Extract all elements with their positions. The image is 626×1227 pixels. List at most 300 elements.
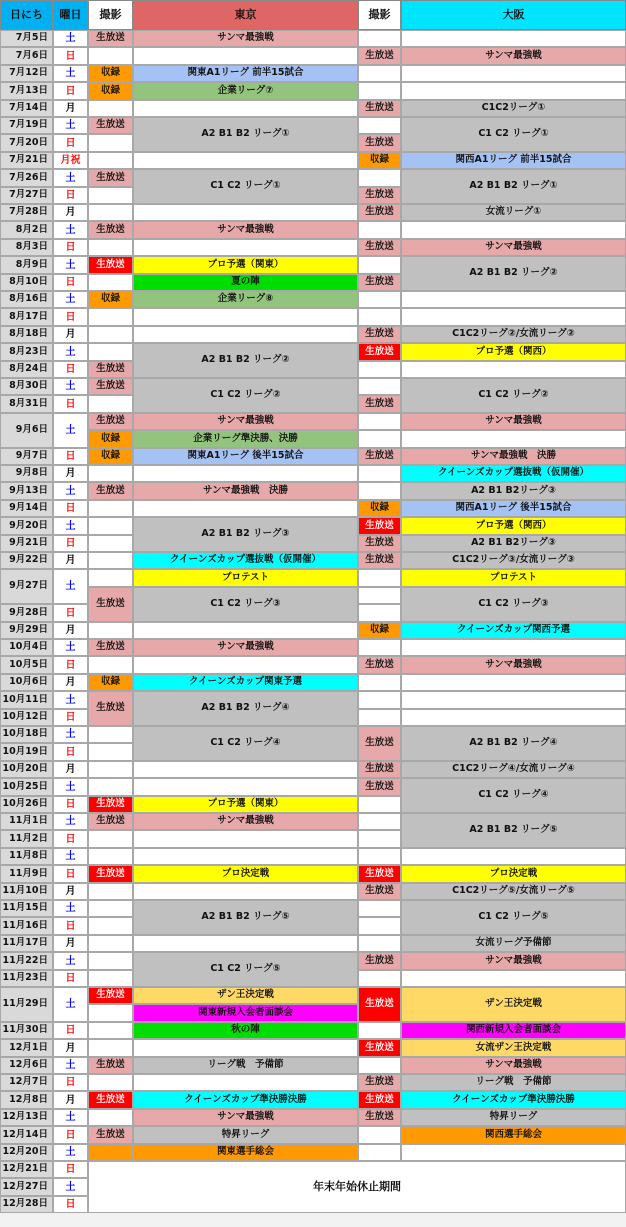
blank-cell — [133, 204, 358, 221]
weekday-cell: 土 — [53, 1178, 88, 1196]
date-cell: 7月6日 — [0, 47, 53, 65]
date-cell: 12月1日 — [0, 1039, 53, 1057]
date-cell: 7月19日 — [0, 117, 53, 134]
event-cell: 企業リーグ⑧ — [133, 291, 358, 308]
shoot-type-cell: 収録 — [358, 500, 401, 517]
weekday-cell: 土 — [53, 900, 88, 917]
shoot-type-cell: 生放送 — [358, 761, 401, 778]
blank-cell — [358, 1022, 401, 1039]
date-cell: 8月18日 — [0, 326, 53, 343]
event-cell: サンマ最強戦 — [401, 656, 626, 674]
weekday-cell: 土 — [53, 343, 88, 361]
event-cell: C1C2リーグ③/女流リーグ③ — [401, 552, 626, 569]
date-cell: 11月23日 — [0, 970, 53, 987]
weekday-cell: 土 — [53, 256, 88, 274]
weekday-cell: 土 — [53, 952, 88, 970]
date-cell: 9月29日 — [0, 622, 53, 639]
blank-cell — [88, 761, 133, 778]
date-cell: 11月30日 — [0, 1022, 53, 1039]
blank-cell — [401, 639, 626, 656]
blank-cell — [88, 656, 133, 674]
date-cell: 11月10日 — [0, 883, 53, 900]
shoot-type-cell: 生放送 — [88, 221, 133, 239]
weekday-cell: 日 — [53, 1161, 88, 1178]
shoot-type-cell: 生放送 — [88, 30, 133, 47]
blank-cell — [88, 1004, 133, 1022]
blank-cell — [88, 500, 133, 517]
blank-cell — [88, 952, 133, 970]
blank-cell — [88, 239, 133, 256]
blank-cell — [88, 47, 133, 65]
event-cell: 関東新規入会者面談会 — [133, 1004, 358, 1022]
shoot-type-cell: 収録 — [88, 65, 133, 82]
event-cell: C1 C2 リーグ⑤ — [401, 900, 626, 935]
weekday-cell: 土 — [53, 221, 88, 239]
shoot-type-cell: 生放送 — [358, 1039, 401, 1057]
date-cell: 8月31日 — [0, 395, 53, 413]
event-cell: C1 C2 リーグ③ — [401, 587, 626, 622]
event-cell: 特昇リーグ — [401, 1109, 626, 1126]
date-cell: 9月8日 — [0, 465, 53, 482]
blank-cell — [133, 1074, 358, 1091]
event-cell: 夏の陣 — [133, 274, 358, 291]
blank-cell — [358, 221, 401, 239]
weekday-cell: 月 — [53, 1091, 88, 1109]
event-cell: サンマ最強戦 — [401, 1057, 626, 1074]
date-cell: 10月20日 — [0, 761, 53, 778]
blank-cell — [88, 830, 133, 848]
blank-cell — [88, 935, 133, 952]
event-cell: プロ予選（関東） — [133, 796, 358, 813]
blank-cell — [88, 622, 133, 639]
weekday-cell: 土 — [53, 117, 88, 134]
blank-cell — [401, 221, 626, 239]
weekday-cell: 日 — [53, 500, 88, 517]
date-cell: 12月14日 — [0, 1126, 53, 1144]
blank-cell — [401, 65, 626, 82]
date-cell: 7月26日 — [0, 169, 53, 187]
event-cell: A2 B1 B2 リーグ① — [133, 117, 358, 152]
event-cell: クイーンズカップ関西予選 — [401, 622, 626, 639]
event-cell: A2 B1 B2リーグ③ — [401, 535, 626, 552]
blank-cell — [358, 674, 401, 691]
weekday-cell: 日 — [53, 1022, 88, 1039]
event-cell: サンマ最強戦 — [133, 30, 358, 47]
date-cell: 8月23日 — [0, 343, 53, 361]
weekday-cell: 土 — [53, 1109, 88, 1126]
date-cell: 7月5日 — [0, 30, 53, 47]
weekday-cell: 土 — [53, 291, 88, 308]
blank-cell — [358, 587, 401, 604]
blank-cell — [358, 709, 401, 726]
blank-cell — [358, 361, 401, 378]
date-cell: 7月27日 — [0, 187, 53, 204]
event-cell: プロ予選（関西） — [401, 343, 626, 361]
shoot-type-cell: 収録 — [358, 622, 401, 639]
blank-cell — [358, 413, 401, 430]
event-cell: リーグ戦 予備節 — [133, 1057, 358, 1074]
date-cell: 12月8日 — [0, 1091, 53, 1109]
event-cell: C1 C2 リーグ⑤ — [133, 952, 358, 987]
shoot-type-cell: 生放送 — [358, 656, 401, 674]
shoot-type-cell: 生放送 — [358, 343, 401, 361]
blank-cell — [358, 430, 401, 448]
date-cell: 11月16日 — [0, 917, 53, 935]
event-cell: C1 C2 リーグ① — [401, 117, 626, 152]
event-cell: A2 B1 B2 リーグ④ — [133, 691, 358, 726]
blank-cell — [358, 169, 401, 187]
date-cell: 7月14日 — [0, 100, 53, 117]
blank-cell — [401, 430, 626, 448]
weekday-cell: 日 — [53, 361, 88, 378]
blank-cell — [88, 883, 133, 900]
date-cell: 8月2日 — [0, 221, 53, 239]
shoot-type-cell: 収録 — [88, 430, 133, 448]
shoot-type-cell: 生放送 — [88, 256, 133, 274]
blank-cell — [88, 395, 133, 413]
blank-cell — [358, 917, 401, 935]
date-cell: 12月27日 — [0, 1178, 53, 1196]
date-cell: 7月28日 — [0, 204, 53, 221]
blank-cell — [401, 691, 626, 709]
shoot-type-cell: 生放送 — [88, 117, 133, 134]
weekday-cell: 日 — [53, 239, 88, 256]
event-cell: 女流リーグ① — [401, 204, 626, 221]
weekday-cell: 土 — [53, 691, 88, 709]
event-cell: プロテスト — [133, 569, 358, 587]
shoot-type-cell: 収録 — [88, 291, 133, 308]
blank-cell — [358, 465, 401, 482]
blank-cell — [358, 691, 401, 709]
date-cell: 12月21日 — [0, 1161, 53, 1178]
weekday-cell: 日 — [53, 448, 88, 465]
event-cell: サンマ最強戦 — [401, 47, 626, 65]
event-cell: A2 B1 B2 リーグ⑤ — [401, 813, 626, 848]
weekday-cell: 日 — [53, 743, 88, 761]
blank-cell — [401, 970, 626, 987]
date-cell: 11月2日 — [0, 830, 53, 848]
blank-cell — [358, 308, 401, 326]
blank-cell — [401, 30, 626, 47]
blank-cell — [88, 1074, 133, 1091]
weekday-cell: 日 — [53, 970, 88, 987]
event-cell: C1 C2 リーグ② — [401, 378, 626, 413]
blank-cell — [88, 1109, 133, 1126]
blank-cell — [88, 917, 133, 935]
blank-cell — [88, 326, 133, 343]
shoot-type-cell: 生放送 — [358, 326, 401, 343]
date-cell: 8月10日 — [0, 274, 53, 291]
shoot-type-cell: 収録 — [358, 152, 401, 169]
blank-cell — [358, 65, 401, 82]
shoot-type-cell: 生放送 — [88, 691, 133, 726]
blank-cell — [88, 778, 133, 796]
event-cell: A2 B1 B2 リーグ② — [401, 256, 626, 291]
shoot-type-cell: 生放送 — [358, 134, 401, 152]
weekday-cell: 月 — [53, 935, 88, 952]
event-cell: プロ予選（関東） — [133, 256, 358, 274]
blank-cell — [88, 970, 133, 987]
blank-cell — [133, 883, 358, 900]
date-cell: 12月20日 — [0, 1144, 53, 1161]
date-cell: 7月12日 — [0, 65, 53, 82]
shoot-type-cell: 生放送 — [88, 639, 133, 656]
blank-cell — [358, 970, 401, 987]
date-cell: 8月9日 — [0, 256, 53, 274]
blank-cell — [358, 848, 401, 865]
shoot-type-cell: 生放送 — [358, 274, 401, 291]
event-cell: 関東A1リーグ 後半15試合 — [133, 448, 358, 465]
header-date: 日にち — [0, 0, 53, 30]
blank-cell — [133, 308, 358, 326]
date-cell: 8月17日 — [0, 308, 53, 326]
event-cell: リーグ戦 予備節 — [401, 1074, 626, 1091]
blank-cell — [88, 900, 133, 917]
blank-cell — [358, 30, 401, 47]
blank-cell — [88, 152, 133, 169]
weekday-cell: 日 — [53, 709, 88, 726]
event-cell: C1 C2 リーグ③ — [133, 587, 358, 622]
date-cell: 8月3日 — [0, 239, 53, 256]
event-cell: A2 B1 B2 リーグ② — [133, 343, 358, 378]
shoot-type-cell: 生放送 — [358, 47, 401, 65]
blank-cell — [88, 517, 133, 535]
shoot-type-cell: 生放送 — [358, 1091, 401, 1109]
weekday-cell: 土 — [53, 813, 88, 830]
event-cell: プロ決定戦 — [401, 865, 626, 883]
date-cell: 10月18日 — [0, 726, 53, 743]
weekday-cell: 月 — [53, 552, 88, 569]
weekday-cell: 日 — [53, 796, 88, 813]
header-weekday: 曜日 — [53, 0, 88, 30]
date-cell: 10月11日 — [0, 691, 53, 709]
event-cell: 関西新規入会者面談会 — [401, 1022, 626, 1039]
date-cell: 11月29日 — [0, 987, 53, 1022]
weekday-cell: 日 — [53, 82, 88, 100]
date-cell: 11月15日 — [0, 900, 53, 917]
blank-cell — [133, 848, 358, 865]
weekday-cell: 月 — [53, 100, 88, 117]
header-tokyo: 東京 — [133, 0, 358, 30]
blank-cell — [358, 796, 401, 813]
blank-cell — [401, 674, 626, 691]
blank-cell — [88, 535, 133, 552]
event-cell: サンマ最強戦 — [401, 952, 626, 970]
blank-cell — [401, 848, 626, 865]
date-cell: 10月12日 — [0, 709, 53, 726]
weekday-cell: 土 — [53, 1057, 88, 1074]
event-cell: 企業リーグ⑦ — [133, 82, 358, 100]
blank-cell — [88, 552, 133, 569]
weekday-cell: 土 — [53, 569, 88, 604]
event-cell: サンマ最強戦 — [133, 639, 358, 656]
event-cell: A2 B1 B2 リーグ⑤ — [133, 900, 358, 935]
event-cell: A2 B1 B2リーグ③ — [401, 482, 626, 500]
blank-cell — [358, 256, 401, 274]
blank-cell — [133, 935, 358, 952]
event-cell: サンマ最強戦 決勝 — [133, 482, 358, 500]
blank-cell — [88, 274, 133, 291]
event-cell: A2 B1 B2 リーグ③ — [133, 517, 358, 552]
event-cell: C1C2リーグ②/女流リーグ② — [401, 326, 626, 343]
date-cell: 11月17日 — [0, 935, 53, 952]
shoot-type-cell: 生放送 — [88, 378, 133, 395]
date-cell: 10月26日 — [0, 796, 53, 813]
blank-cell — [358, 813, 401, 830]
date-cell: 11月8日 — [0, 848, 53, 865]
event-cell: ザン王決定戦 — [133, 987, 358, 1004]
blank-cell — [88, 204, 133, 221]
date-cell: 8月30日 — [0, 378, 53, 395]
shoot-type-cell: 生放送 — [358, 1074, 401, 1091]
blank-cell — [88, 726, 133, 743]
date-cell: 9月28日 — [0, 604, 53, 622]
shoot-type-cell: 生放送 — [358, 448, 401, 465]
event-cell: 女流ザン王決定戦 — [401, 1039, 626, 1057]
weekday-cell: 日 — [53, 187, 88, 204]
weekday-cell: 土 — [53, 778, 88, 796]
shoot-type-cell: 生放送 — [88, 361, 133, 378]
blank-cell — [401, 82, 626, 100]
date-cell: 9月20日 — [0, 517, 53, 535]
blank-cell — [358, 935, 401, 952]
weekday-cell: 日 — [53, 134, 88, 152]
blank-cell — [88, 308, 133, 326]
blank-cell — [88, 187, 133, 204]
shoot-type-cell: 生放送 — [358, 552, 401, 569]
event-cell: A2 B1 B2 リーグ① — [401, 169, 626, 204]
blank-cell — [88, 1022, 133, 1039]
blank-cell — [358, 1057, 401, 1074]
date-cell: 11月22日 — [0, 952, 53, 970]
blank-cell — [358, 1126, 401, 1144]
blank-cell — [133, 778, 358, 796]
blank-cell — [358, 639, 401, 656]
blank-cell — [358, 378, 401, 395]
blank-cell — [133, 465, 358, 482]
shoot-type-cell: 生放送 — [358, 395, 401, 413]
weekday-cell: 月 — [53, 204, 88, 221]
blank-cell — [401, 291, 626, 308]
event-cell: 秋の陣 — [133, 1022, 358, 1039]
shoot-type-cell: 生放送 — [358, 987, 401, 1022]
event-cell: クイーンズカップ関東予選 — [133, 674, 358, 691]
date-cell: 7月20日 — [0, 134, 53, 152]
weekday-cell: 日 — [53, 308, 88, 326]
weekday-cell: 土 — [53, 413, 88, 448]
date-cell: 9月6日 — [0, 413, 53, 448]
event-cell: クイーンズカップ準決勝決勝 — [133, 1091, 358, 1109]
date-cell: 9月27日 — [0, 569, 53, 604]
weekday-cell: 土 — [53, 517, 88, 535]
shoot-type-cell: 生放送 — [88, 813, 133, 830]
shoot-type-cell: 生放送 — [358, 100, 401, 117]
blank-cell — [358, 604, 401, 622]
shoot-type-cell: 生放送 — [358, 883, 401, 900]
event-cell: ザン王決定戦 — [401, 987, 626, 1022]
blank-cell — [133, 152, 358, 169]
weekday-cell: 月 — [53, 883, 88, 900]
date-cell: 9月14日 — [0, 500, 53, 517]
blank-cell — [88, 1039, 133, 1057]
event-cell: サンマ最強戦 — [133, 413, 358, 430]
shoot-type-cell: 生放送 — [88, 1057, 133, 1074]
date-cell: 9月13日 — [0, 482, 53, 500]
date-cell: 11月1日 — [0, 813, 53, 830]
event-cell: 関東選手総会 — [133, 1144, 358, 1161]
date-cell: 12月28日 — [0, 1196, 53, 1213]
weekday-cell: 日 — [53, 865, 88, 883]
weekday-cell: 土 — [53, 987, 88, 1022]
blank-cell — [133, 622, 358, 639]
weekday-cell: 日 — [53, 1126, 88, 1144]
event-cell: サンマ最強戦 — [401, 239, 626, 256]
blank-cell — [88, 343, 133, 361]
weekday-cell: 月 — [53, 1039, 88, 1057]
date-cell: 7月21日 — [0, 152, 53, 169]
event-cell: サンマ最強戦 — [133, 813, 358, 830]
event-cell: 企業リーグ準決勝、決勝 — [133, 430, 358, 448]
shoot-type-cell — [88, 1144, 133, 1161]
date-cell: 10月5日 — [0, 656, 53, 674]
weekday-cell: 月祝 — [53, 152, 88, 169]
blank-cell — [358, 291, 401, 308]
header-tokyo-shoot: 撮影 — [88, 0, 133, 30]
weekday-cell: 月 — [53, 622, 88, 639]
event-cell: プロテスト — [401, 569, 626, 587]
blank-cell — [133, 500, 358, 517]
shoot-type-cell: 生放送 — [88, 413, 133, 430]
weekday-cell: 月 — [53, 761, 88, 778]
date-cell: 10月25日 — [0, 778, 53, 796]
shoot-type-cell: 生放送 — [358, 239, 401, 256]
weekday-cell: 土 — [53, 378, 88, 395]
date-cell: 10月4日 — [0, 639, 53, 656]
shoot-type-cell: 生放送 — [88, 796, 133, 813]
weekday-cell: 日 — [53, 47, 88, 65]
blank-cell — [88, 743, 133, 761]
blank-cell — [358, 1144, 401, 1161]
date-cell: 9月21日 — [0, 535, 53, 552]
holiday-period-cell: 年末年始休止期間 — [88, 1161, 626, 1213]
header-osaka-shoot: 撮影 — [358, 0, 401, 30]
shoot-type-cell: 生放送 — [88, 987, 133, 1004]
weekday-cell: 日 — [53, 830, 88, 848]
weekday-cell: 日 — [53, 1196, 88, 1213]
event-cell: C1 C2 リーグ④ — [133, 726, 358, 761]
weekday-cell: 土 — [53, 1144, 88, 1161]
weekday-cell: 日 — [53, 395, 88, 413]
event-cell: プロ決定戦 — [133, 865, 358, 883]
blank-cell — [358, 482, 401, 500]
blank-cell — [88, 569, 133, 587]
blank-cell — [358, 900, 401, 917]
weekday-cell: 日 — [53, 917, 88, 935]
weekday-cell: 日 — [53, 656, 88, 674]
date-cell: 12月6日 — [0, 1057, 53, 1074]
blank-cell — [401, 1144, 626, 1161]
event-cell: サンマ最強戦 — [133, 221, 358, 239]
shoot-type-cell: 生放送 — [88, 865, 133, 883]
event-cell: A2 B1 B2 リーグ④ — [401, 726, 626, 761]
event-cell: 関西A1リーグ 後半15試合 — [401, 500, 626, 517]
weekday-cell: 月 — [53, 326, 88, 343]
weekday-cell: 月 — [53, 674, 88, 691]
shoot-type-cell: 収録 — [88, 82, 133, 100]
shoot-type-cell: 生放送 — [358, 865, 401, 883]
shoot-type-cell: 生放送 — [88, 1091, 133, 1109]
date-cell: 8月24日 — [0, 361, 53, 378]
